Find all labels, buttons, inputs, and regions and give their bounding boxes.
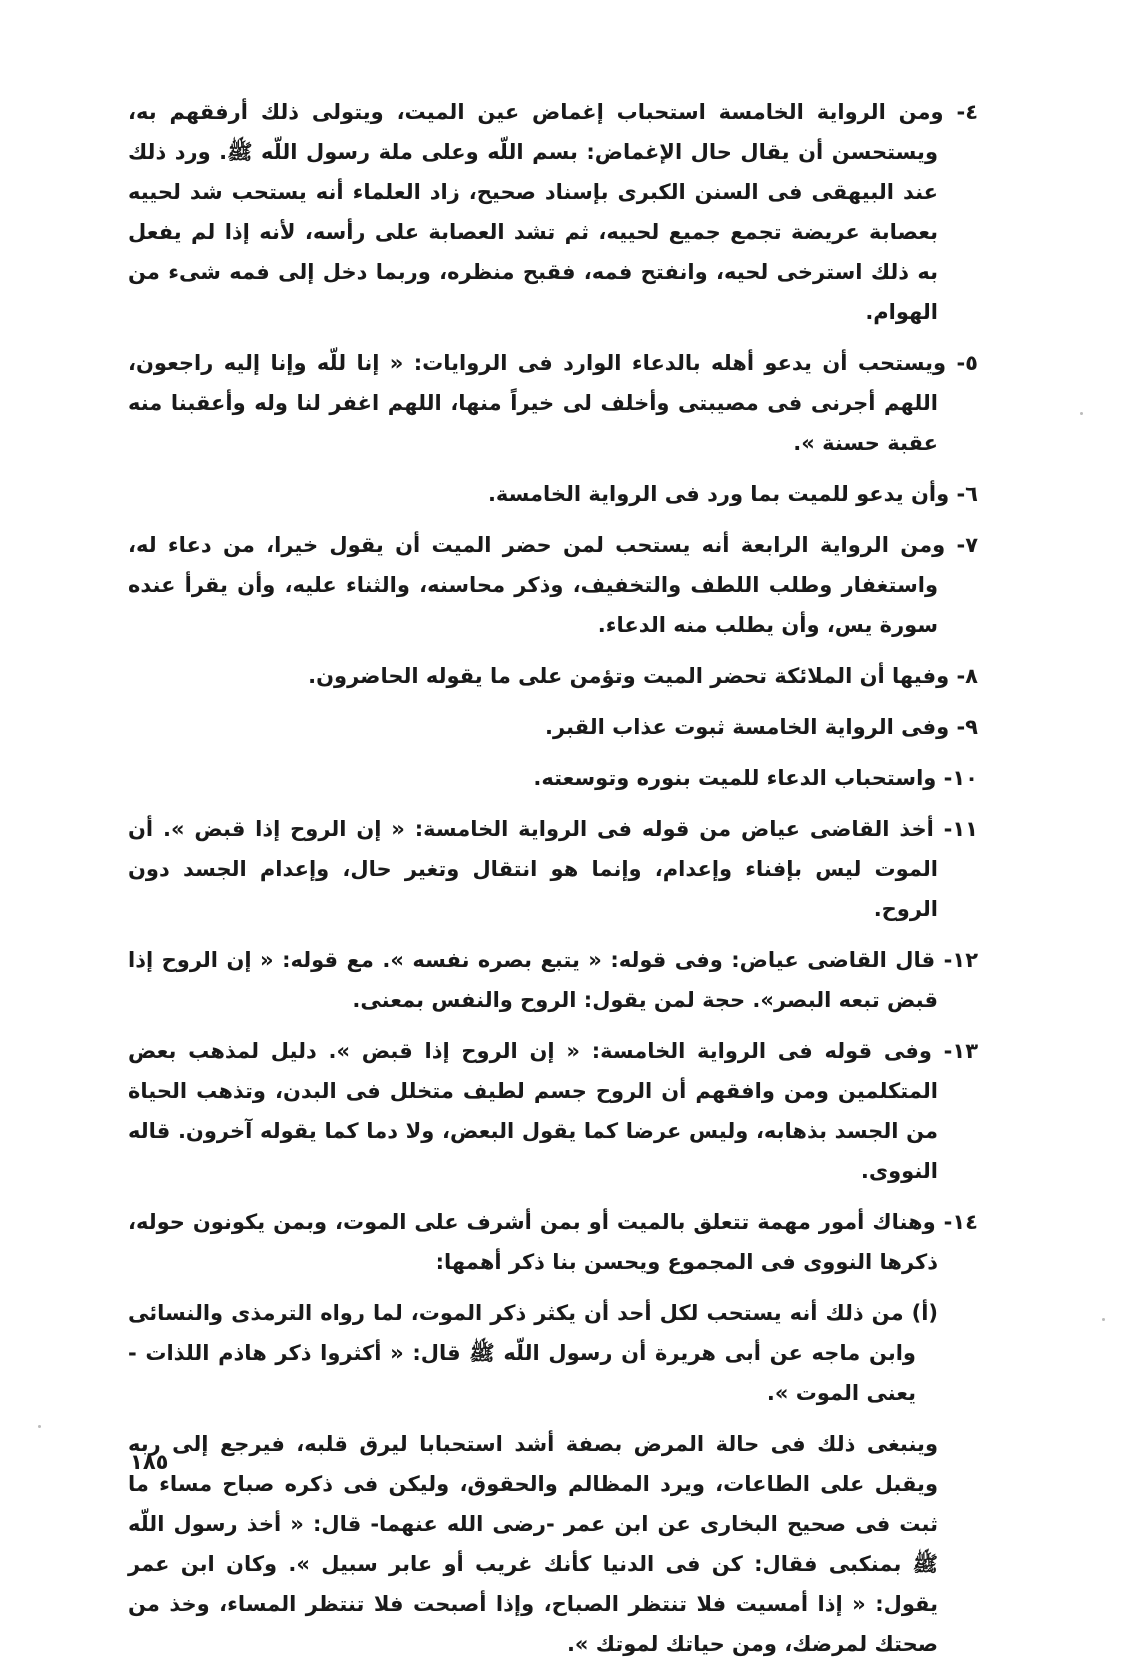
- item-number: ٤-: [943, 100, 979, 124]
- page-number: ١٨٥: [130, 1450, 169, 1474]
- paragraph-text: وفى قوله فى الرواية الخامسة: « إن الروح إذا قبض ». دليل لمذهب بعض المتكلمين ومن وافقهم أن الروح جسم لطيف متخلل فى البدن، وتذهب الحياة من الجسد بذهابه، وليس عرضا كما يقول البعض، ولا دما كما يقوله آخرون. قاله النووى.: [128, 1039, 938, 1183]
- item-number: ١٢-: [935, 948, 979, 972]
- paragraph-13: [128, 1031, 978, 1191]
- paragraph-text: وأن يدعو للميت بما ورد فى الرواية الخامسة.: [487, 482, 950, 506]
- scan-speck: [1102, 1318, 1105, 1321]
- scan-speck: [1080, 412, 1083, 415]
- item-number: ٥-: [946, 351, 978, 375]
- item-number: ١١-: [933, 817, 978, 841]
- scan-speck: [38, 1425, 41, 1428]
- paragraph-8: [128, 656, 978, 696]
- paragraph-text: وهناك أمور مهمة تتعلق بالميت أو بمن أشرف على الموت، وبمن يكونون حوله، ذكرها النووى فى المجموع ويحسن بنا ذكر أهمها:: [128, 1210, 938, 1274]
- paragraph-text: ويستحب أن يدعو أهله بالدعاء الوارد فى الروايات: « إنا للّه وإنا إليه راجعون، اللهم أجرنى فى مصيبتى وأخلف لى خيراً منها، اللهم اغفر لنا وله وأعقبنا منه عقبة حسنة ».: [128, 351, 947, 455]
- page-body: [128, 92, 978, 1675]
- sub-item-text: من ذلك أنه يستحب لكل أحد أن يكثر ذكر الموت، لما رواه الترمذى والنسائى وابن ماجه عن أبى هريرة أن رسول اللّه ﷺ قال: « أكثروا ذكر هاذم اللذات - يعنى الموت ».: [128, 1301, 916, 1405]
- paragraph-10: [128, 758, 978, 798]
- paragraph-text: ومن الرواية الرابعة أنه يستحب لمن حضر الميت أن يقول خيرا، من دعاء له، واستغفار وطلب اللطف والتخفيف، وذكر محاسنه، والثناء عليه، وأن يقرأ عنده سورة يس، وأن يطلب منه الدعاء.: [128, 533, 946, 637]
- paragraph-text: واستحباب الدعاء للميت بنوره وتوسعته.: [533, 766, 937, 790]
- sub-item-label: (أ): [903, 1301, 938, 1325]
- item-number: ١٤-: [935, 1210, 978, 1234]
- item-number: ٩-: [949, 715, 978, 739]
- paragraph-12: [128, 940, 978, 1020]
- paragraph-text: وفى الرواية الخامسة ثبوت عذاب القبر.: [544, 715, 950, 739]
- paragraph-11: [128, 809, 978, 929]
- paragraph-6: [128, 474, 978, 514]
- item-number: ٧-: [945, 533, 979, 557]
- closing-paragraph: [128, 1424, 978, 1664]
- item-number: ١٣-: [931, 1039, 979, 1063]
- paragraph-7: [128, 525, 978, 645]
- paragraph-9: [128, 707, 978, 747]
- paragraph-text: أخذ القاضى عياض من قوله فى الرواية الخامسة: « إن الروح إذا قبض ». أن الموت ليس بإفناء وإعدام، وإنما هو انتقال وتغير حال، وإعدام الجسد دون الروح.: [128, 817, 938, 921]
- item-number: ٦-: [949, 482, 978, 506]
- paragraph-4: [128, 92, 978, 332]
- sub-item-a: [128, 1293, 978, 1413]
- paragraph-5: [128, 343, 978, 463]
- paragraph-text: قال القاضى عياض: وفى قوله: « يتبع بصره نفسه ». مع قوله: « إن الروح إذا قبض تبعه البصر». حجة لمن يقول: الروح والنفس بمعنى.: [128, 948, 938, 1012]
- paragraph-text: وفيها أن الملائكة تحضر الميت وتؤمن على ما يقوله الحاضرون.: [308, 664, 950, 688]
- closing-paragraph-text: وينبغى ذلك فى حالة المرض بصفة أشد استحبابا ليرق قلبه، فيرجع إلى ربه ويقبل على الطاعات، ويرد المظالم والحقوق، وليكن فى ذكره صباح مساء ما ثبت فى صحيح البخارى عن ابن عمر -رضى الله عنهما- قال: « أخذ رسول اللّه ﷺ بمنكبى فقال: كن فى الدنيا كأنك غريب أو عابر سبيل ». وكان ابن عمر يقول: « إذا أمسيت فلا تنتظر الصباح، وإذا أصبحت فلا تنتظر المساء، وخذ من صحتك لمرضك، ومن حياتك لموتك ».: [128, 1432, 938, 1656]
- paragraph-text: ومن الرواية الخامسة استحباب إغماض عين الميت، ويتولى ذلك أرفقهم به، ويستحسن أن يقال حال الإغماض: بسم اللّه وعلى ملة رسول اللّه ﷺ. ورد ذلك عند البيهقى فى السنن الكبرى بإسناد صحيح، زاد العلماء أنه يستحب شد لحييه بعصابة عريضة تجمع جميع لحييه، ثم تشد العصابة على رأسه، لأنه إذا لم يفعل به ذلك استرخى لحيه، وانفتح فمه، فقبح منظره، وربما دخل إلى فمه شىء من الهوام.: [128, 100, 944, 324]
- item-number: ١٠-: [936, 766, 978, 790]
- paragraph-14: [128, 1202, 978, 1282]
- item-number: ٨-: [949, 664, 978, 688]
